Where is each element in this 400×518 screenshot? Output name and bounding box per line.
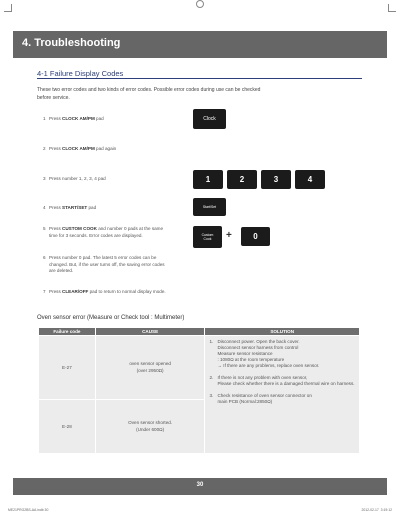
solution-number: 1. <box>209 339 214 344</box>
step-text: Press number 0 pad. The latest 5 error codes can be changed. But, if the user turns off, the saving error codes are deleted. <box>49 255 165 273</box>
solution-text: Please check whether there is a damaged thermal wire on harness. <box>217 381 355 386</box>
step-key-name: CLOCK AM/PM <box>62 116 95 121</box>
failure-code-cell: E-27 <box>39 336 96 400</box>
solution-step-3 <box>209 393 355 405</box>
step-key-name: CLOCK AM/PM <box>62 146 95 151</box>
solution-text: Check resistance of oven sensor connector on <box>217 393 312 398</box>
step-key-name: CUSTOM COOK <box>62 226 97 231</box>
solution-step-2 <box>209 375 355 387</box>
step-number: 1 <box>43 116 46 121</box>
cause-text: (over 2950Ω) <box>136 367 164 373</box>
step-text: Press <box>49 146 63 151</box>
cause-cell <box>95 336 205 400</box>
step-number: 7 <box>43 289 46 294</box>
step-text: Press <box>49 226 63 231</box>
number-2-key[interactable]: 2 <box>227 170 257 189</box>
table-header-row <box>39 328 360 336</box>
section-intro: These two error codes and two kinds of error codes. Possible error codes during use can be checked before service. <box>37 87 261 101</box>
solution-cell <box>205 336 360 454</box>
column-header-solution: SOLUTION <box>205 328 360 336</box>
cause-text: Oven sensor shorted. <box>128 420 173 425</box>
step-text: Press number 1, 2, 3, 4 pad <box>49 176 106 181</box>
step-text: pad to return to normal display mode. <box>88 289 166 294</box>
column-header-cause: CAUSE <box>95 328 205 336</box>
print-slug-right: 2012-02-17 ⁠ 3:19:12 <box>361 508 392 512</box>
crop-mark-top-left <box>4 4 12 12</box>
step-text: pad again <box>94 146 117 151</box>
number-4-key[interactable]: 4 <box>295 170 325 189</box>
cause-text: (Under 600Ω) <box>136 426 165 432</box>
number-1-key[interactable]: 1 <box>193 170 223 189</box>
step-text: Press <box>49 289 63 294</box>
solution-text: Disconnect power. Open the back cover. <box>217 339 300 344</box>
cause-text: oven sensor opened <box>129 361 171 366</box>
custom-cook-label-line-1: Custom <box>201 233 214 237</box>
custom-cook-label-line-2: Cook <box>203 237 212 241</box>
table-row <box>39 336 360 400</box>
solution-number: 2. <box>209 375 214 380</box>
page-title: 4. Troubleshooting <box>22 37 121 49</box>
step-text: Press <box>49 116 63 121</box>
number-3-key[interactable]: 3 <box>261 170 291 189</box>
step-text: and number 0 pads at the same time for 3 seconds. Error codes are displayed. <box>49 226 164 238</box>
cause-cell <box>95 400 205 454</box>
solution-step-1 <box>209 339 355 369</box>
solution-number: 3. <box>209 393 214 398</box>
custom-cook-key[interactable] <box>193 226 222 248</box>
solution-text: Disconnect sensor harness from control <box>217 345 299 350</box>
section-title: 4-1 Failure Display Codes <box>37 69 124 78</box>
solution-text: → If there are any problems, replace oven sensor. <box>217 363 320 368</box>
solution-text: If there is not any problem with oven sensor, <box>217 375 308 380</box>
crop-mark-top-right <box>388 4 396 12</box>
solution-text: Measure sensor resistance <box>217 351 273 356</box>
step-number: 2 <box>43 146 46 151</box>
clock-key[interactable]: Clock <box>193 109 226 129</box>
failure-code-cell: E-28 <box>39 400 96 454</box>
error-table-title: Oven sensor error (Measure or Check tool : Multimeter) <box>37 315 185 321</box>
page-number: 30 <box>196 482 204 488</box>
step-number: 4 <box>43 205 46 210</box>
column-header-failure-code: Failure code <box>39 328 96 336</box>
step-key-name: START/SET <box>62 205 88 210</box>
step-text: Press <box>49 205 63 210</box>
solution-text: main PCB (Normal:2850Ω) <box>217 399 273 404</box>
step-number: 6 <box>43 255 46 260</box>
start-set-key[interactable]: Start/Set <box>193 198 226 216</box>
number-0-key[interactable]: 0 <box>241 227 270 246</box>
error-code-table <box>38 327 360 454</box>
print-slug-left: ME21PRG2BS-AA.indb 30 <box>8 508 49 512</box>
registration-mark <box>196 0 204 8</box>
step-number: 3 <box>43 176 46 181</box>
solution-text: : 1080Ω at the room temperature <box>217 357 285 362</box>
section-rule <box>37 78 362 79</box>
step-number: 5 <box>43 226 46 231</box>
step-key-name: CLEAR/OFF <box>62 289 89 294</box>
step-text: pad <box>87 205 97 210</box>
step-text: pad <box>94 116 104 121</box>
plus-sign: + <box>226 230 232 241</box>
